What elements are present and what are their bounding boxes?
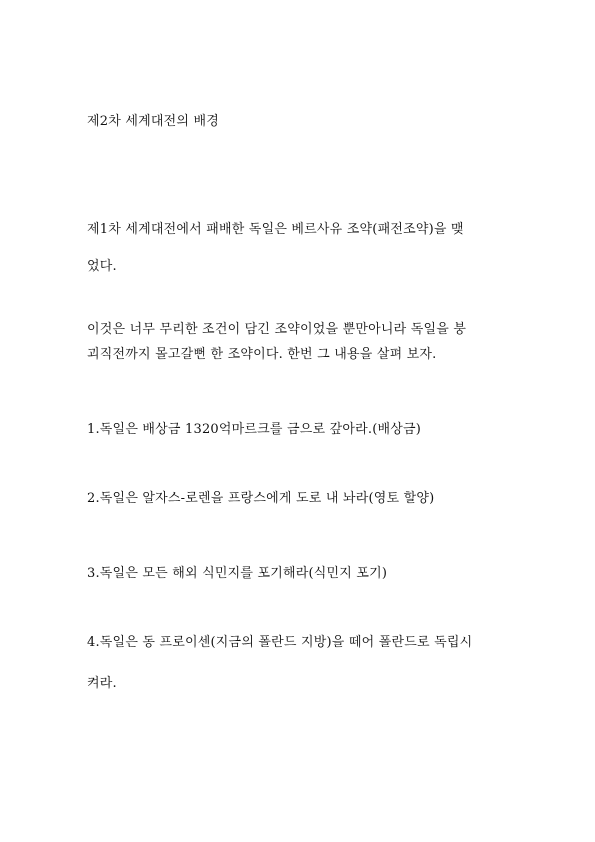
list-item-4-line-1: 4.독일은 동 프로이센(지금의 폴란드 지방)을 떼어 폴란드로 독립시	[87, 635, 473, 650]
list-item-3: 3.독일은 모든 해외 식민지를 포기해라(식민지 포기)	[87, 566, 388, 581]
paragraph-2-line-2: 괴직전까지 몰고갈뻔 한 조약이다. 한번 그 내용을 살펴 보자.	[87, 347, 437, 362]
paragraph-2-line-1: 이것은 너무 무리한 조건이 담긴 조약이었을 뿐만아니라 독일을 붕	[87, 322, 467, 337]
list-item-4-line-2: 켜라.	[87, 676, 117, 691]
list-item-2: 2.독일은 알자스-로렌을 프랑스에게 도로 내 놔라(영토 할양)	[87, 491, 435, 506]
paragraph-1-line-2: 었다.	[87, 259, 117, 274]
list-item-1: 1.독일은 배상금 1320억마르크를 금으로 갚아라.(배상금)	[87, 422, 422, 437]
document-heading: 제2차 세계대전의 배경	[87, 114, 219, 129]
paragraph-1-line-1: 제1차 세계대전에서 패배한 독일은 베르사유 조약(패전조약)을 맺	[87, 222, 464, 237]
